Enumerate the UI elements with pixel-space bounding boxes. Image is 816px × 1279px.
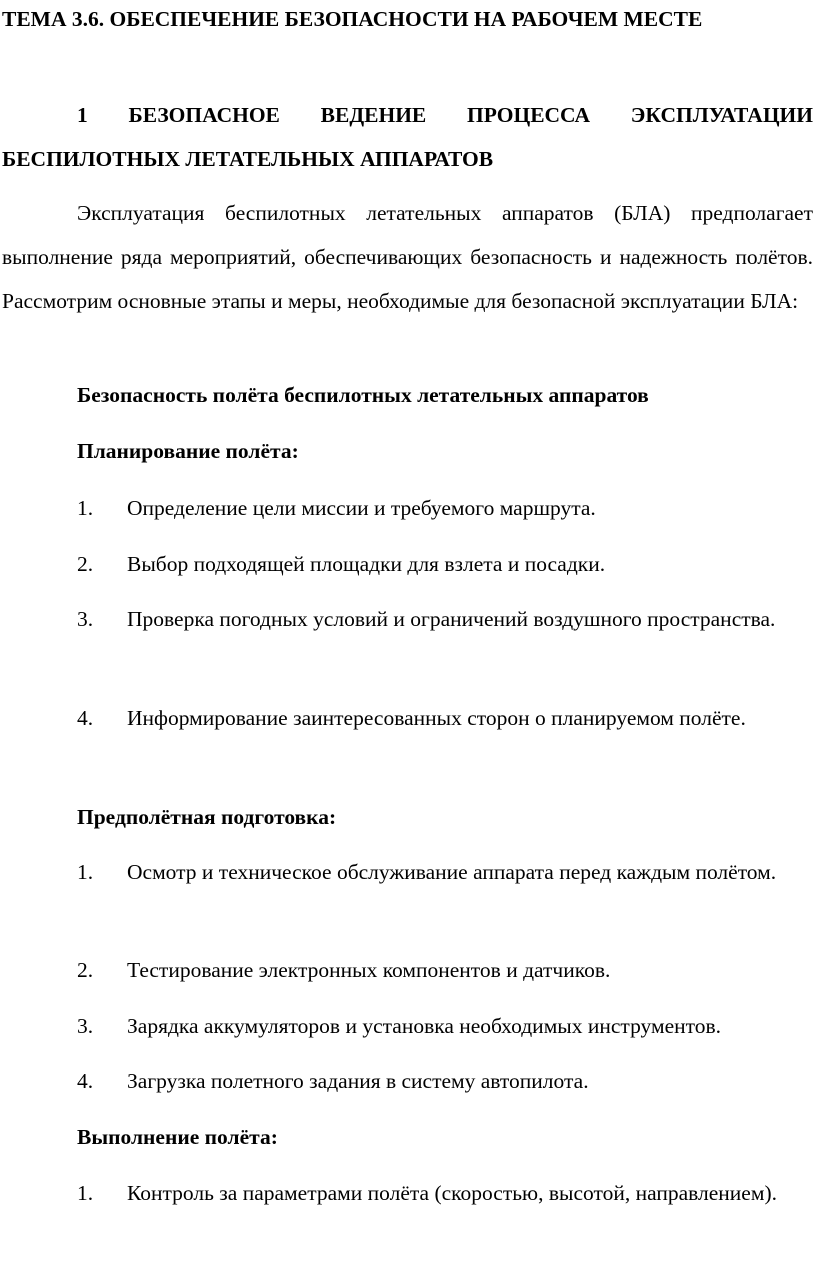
list-item-text: Осмотр и техническое обслуживание аппарата перед каждым полётом.: [127, 860, 777, 884]
list-item-number: 4.: [77, 1069, 94, 1093]
list-item-text: Тестирование электронных компонентов и датчиков.: [127, 958, 611, 982]
planning-item-1: [2, 486, 813, 530]
execution-heading: Выполнение полёта:: [77, 1125, 278, 1149]
topic-heading: ТЕМА 3.6. ОБЕСПЕЧЕНИЕ БЕЗОПАСНОСТИ НА РАБОЧЕМ МЕСТЕ: [2, 7, 703, 31]
planning-item-2: [2, 542, 813, 586]
preflight-item-2: [2, 948, 813, 992]
list-item-number: 1.: [77, 860, 94, 884]
preflight-item-1: [2, 850, 813, 894]
planning-item-4: [2, 696, 813, 740]
list-item-text: Информирование заинтересованных сторон о планируемом полёте.: [127, 706, 746, 730]
preflight-item-4: [2, 1059, 813, 1103]
list-item-number: 2.: [77, 552, 94, 576]
list-item-number: 1.: [77, 1181, 94, 1205]
preflight-heading: Предполётная подготовка:: [77, 805, 337, 829]
list-item-text: Определение цели миссии и требуемого маршрута.: [127, 496, 596, 520]
safety-heading: Безопасность полёта беспилотных летательных аппаратов: [77, 383, 649, 407]
list-item-number: 2.: [77, 958, 94, 982]
list-item-number: 4.: [77, 706, 94, 730]
intro-paragraph: Эксплуатация беспилотных летательных аппаратов (БЛА) предполагает выполнение ряда мероприятий, обеспечивающих безопасность и надежность полётов. Рассмотрим основные этапы и меры, необходимые для безопасной эксплуатации БЛА:: [2, 201, 813, 313]
planning-item-3: [2, 597, 813, 641]
list-item-number: 3.: [77, 1014, 94, 1038]
list-item-text: Проверка погодных условий и ограничений воздушного пространства.: [127, 607, 776, 631]
planning-heading: Планирование полёта:: [77, 439, 299, 463]
list-item-text: Зарядка аккумуляторов и установка необходимых инструментов.: [127, 1014, 722, 1038]
list-item-text: Загрузка полетного задания в систему автопилота.: [127, 1069, 589, 1093]
section-heading: 1 БЕЗОПАСНОЕ ВЕДЕНИЕ ПРОЦЕССА ЭКСПЛУАТАЦИИ БЕСПИЛОТНЫХ ЛЕТАТЕЛЬНЫХ АППАРАТОВ: [2, 103, 813, 171]
list-item-number: 1.: [77, 496, 94, 520]
list-item-number: 3.: [77, 607, 94, 631]
list-item-text: Контроль за параметрами полёта (скоростью, высотой, направлением).: [127, 1181, 777, 1205]
list-item-text: Выбор подходящей площадки для взлета и посадки.: [127, 552, 606, 576]
preflight-item-3: [2, 1004, 813, 1048]
execution-item-1: [2, 1171, 813, 1215]
